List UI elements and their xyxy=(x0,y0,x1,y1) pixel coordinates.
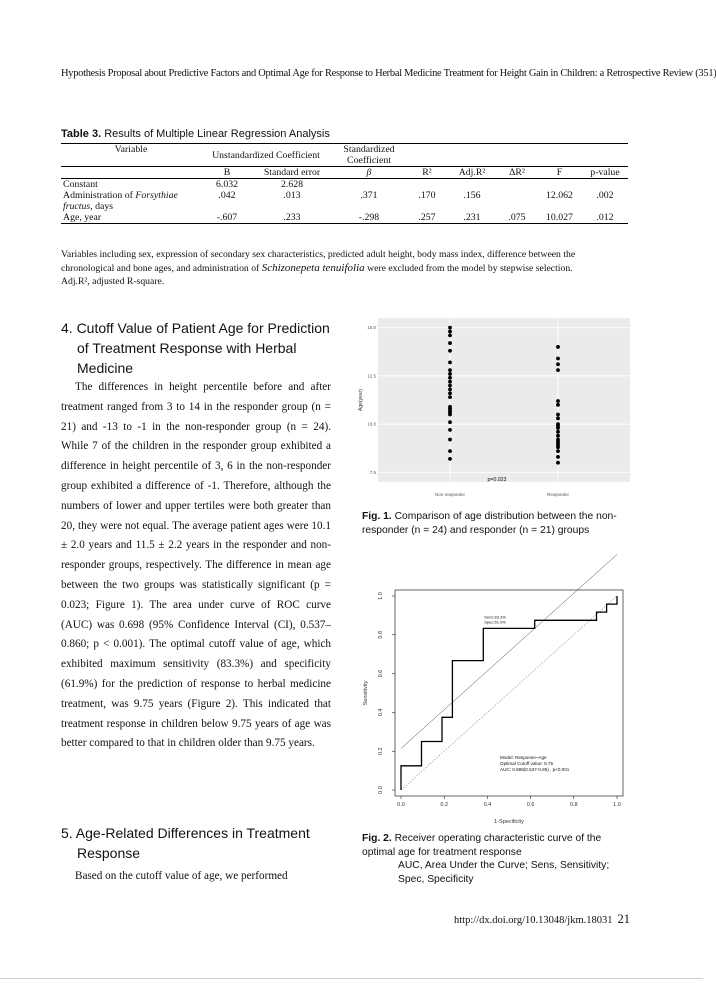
fig1-pvalue: p=0.023 xyxy=(487,477,507,483)
table-row xyxy=(61,190,628,212)
page-footer xyxy=(440,912,630,927)
fig1-data-point xyxy=(556,426,560,430)
section-5-heading-line1: 5. Age-Related Differences in Treatment xyxy=(61,825,310,841)
cell-se: 2.628 xyxy=(280,179,304,190)
fig1-label: Fig. 1. xyxy=(362,511,392,522)
fig2-legend-cutoff: Optimal Cutoff value: 9.75 xyxy=(500,761,554,766)
cell-r2: .170 xyxy=(418,190,436,201)
fig1-data-point xyxy=(556,430,560,434)
header-b: B xyxy=(223,167,231,178)
cell-dr2 xyxy=(497,190,537,212)
section-5-heading-line2: Response xyxy=(77,845,141,861)
fig1-data-point xyxy=(556,449,560,453)
table-footnote xyxy=(61,248,629,289)
regression-table xyxy=(61,143,628,224)
fig2-xtick-label: 0.8 xyxy=(569,802,578,808)
cell-f xyxy=(537,179,582,191)
fig1-data-point xyxy=(448,333,452,337)
cell-b: -.607 xyxy=(216,212,238,223)
fig2-legend-auc: AUC: 0.698(0.537-0.86) , p<0.001 xyxy=(500,767,570,772)
cell-b: .042 xyxy=(218,190,236,201)
running-head xyxy=(61,68,716,79)
bottom-divider xyxy=(0,978,703,979)
fig2-ylabel: Sensitivity xyxy=(363,680,369,706)
fig2-xtick-label: 0.2 xyxy=(440,802,449,808)
fig2-ytick-label: 0.2 xyxy=(378,747,384,756)
fig1-data-point xyxy=(448,387,452,391)
fig1-data-point xyxy=(448,420,452,424)
fig1-data-point xyxy=(448,372,452,376)
header-std-coef-1: Standardized xyxy=(343,144,395,155)
fig1-dotplot xyxy=(350,318,633,500)
cell-beta: -.298 xyxy=(358,212,380,223)
fig1-data-point xyxy=(448,341,452,345)
fig2-ytick-label: 0.4 xyxy=(378,708,384,717)
fig1-data-point xyxy=(556,434,560,438)
page-number: 21 xyxy=(617,912,630,926)
fig1-data-point xyxy=(448,457,452,461)
fig1-ytick-label: 12.5 xyxy=(367,373,376,379)
fig1-ytick-label: 7.5 xyxy=(369,469,376,475)
cell-variable: Constant xyxy=(63,179,98,190)
fig1-data-point xyxy=(448,368,452,372)
fig1-data-point xyxy=(448,449,452,453)
fig2-cutoff-tangent xyxy=(401,554,617,748)
header-delta-r2: ΔR² xyxy=(509,167,525,178)
fig1-data-point xyxy=(448,376,452,380)
cell-se: .013 xyxy=(283,190,301,201)
cell-se: .233 xyxy=(283,212,301,223)
fig1-data-point xyxy=(448,330,452,334)
running-head-page: (351) xyxy=(695,68,716,79)
fig2-spec-label: Spec:61.9% xyxy=(484,619,506,625)
section-4-heading-line1: 4. Cutoff Value of Patient Age for Prediction xyxy=(61,320,330,336)
header-unstd-coef: Unstandardized Coefficient xyxy=(212,149,320,161)
header-f: F xyxy=(556,167,563,178)
fig1-data-point xyxy=(556,362,560,366)
fig1-caption xyxy=(362,510,632,537)
fig1-data-point xyxy=(556,455,560,459)
fig2-caption xyxy=(362,832,632,886)
fig2-legend-model: Model: Response~Age xyxy=(500,755,547,760)
fig1-data-point xyxy=(556,345,560,349)
fig1-category-label: Non-responder xyxy=(434,492,466,497)
table-note-abbrev: Adj.R², adjusted R-square. xyxy=(61,276,165,287)
fig1-data-point xyxy=(556,357,560,361)
cell-dr2 xyxy=(497,179,537,191)
cell-variable: Age, year xyxy=(63,212,102,223)
fig1-data-point xyxy=(448,413,452,417)
cell-variable-unit: , days xyxy=(90,201,114,212)
cell-adjr2 xyxy=(447,179,497,191)
table-caption xyxy=(61,128,330,140)
header-r2: R² xyxy=(422,167,432,178)
fig1-data-point xyxy=(556,368,560,372)
fig2-caption-text: Receiver operating characteristic curve of the optimal age for treatment response xyxy=(362,833,602,858)
fig2-roc-chart xyxy=(356,582,633,825)
fig1-data-point xyxy=(556,445,560,449)
header-std-coef-2: Coefficient xyxy=(347,155,391,166)
fig2-xtick-label: 0.0 xyxy=(397,802,405,808)
fig1-ytick-label: 10.0 xyxy=(367,421,376,427)
cell-p: .002 xyxy=(596,190,614,201)
cell-variable-italic: Forsythiae fructus xyxy=(63,190,178,212)
table-label: Table 3. xyxy=(61,128,102,140)
fig1-ylabel: Age(year) xyxy=(358,389,364,411)
fig1-data-point xyxy=(556,399,560,403)
section-4-heading-line3: Medicine xyxy=(77,360,134,376)
cell-p: .012 xyxy=(596,212,614,223)
table-row xyxy=(61,179,628,191)
fig1-data-point xyxy=(448,326,452,330)
header-beta: β xyxy=(366,167,372,178)
fig2-xtick-label: 0.6 xyxy=(526,802,535,808)
cell-r2: .257 xyxy=(418,212,436,223)
fig2-ytick-label: 0.0 xyxy=(378,786,384,794)
cell-p xyxy=(582,179,628,191)
fig2-ytick-label: 0.6 xyxy=(378,669,384,678)
fig2-ytick-label: 0.8 xyxy=(378,630,384,639)
fig1-data-point xyxy=(448,391,452,395)
cell-variable-text: Administration of xyxy=(63,190,133,201)
fig1-data-point xyxy=(448,395,452,399)
cell-f: 12.062 xyxy=(546,190,573,201)
section-4-heading-line2: of Treatment Response with Herbal xyxy=(77,340,297,356)
fig1-data-point xyxy=(448,360,452,364)
fig1-data-point xyxy=(448,380,452,384)
cell-variable xyxy=(61,190,201,212)
fig1-data-point xyxy=(556,461,560,465)
fig1-ytick-label: 15.0 xyxy=(367,325,376,331)
section-5-heading xyxy=(61,823,341,863)
fig2-xtick-label: 0.4 xyxy=(483,802,492,808)
fig1-category-label: Responder xyxy=(546,492,570,497)
fig1-caption-text: Comparison of age distribution between the non-responder (n = 24) and responder (n = 21) groups xyxy=(362,511,617,536)
section-5-paragraph: Based on the cutoff value of age, we performed xyxy=(75,870,288,882)
header-adjr2: Adj.R² xyxy=(458,167,486,178)
fig1-data-point xyxy=(448,438,452,442)
cell-r2 xyxy=(407,179,447,191)
fig1-data-point xyxy=(556,403,560,407)
table-row xyxy=(61,212,628,224)
fig2-sens-label: Sens:83.3% xyxy=(484,614,506,620)
fig1-data-point xyxy=(556,413,560,417)
cell-b: 6.032 xyxy=(215,179,239,190)
cell-dr2: .075 xyxy=(508,212,526,223)
header-se: Standard error xyxy=(263,167,321,178)
fig1-data-point xyxy=(448,349,452,353)
cell-adjr2: .231 xyxy=(463,212,481,223)
fig1-data-point xyxy=(556,416,560,420)
cell-beta xyxy=(331,179,407,191)
table-note-italic: Schizonepeta tenuifolia xyxy=(261,261,365,274)
fig2-caption-abbrev: AUC, Area Under the Curve; Sens, Sensitivity; Spec, Specificity xyxy=(398,860,610,885)
running-head-title: Hypothesis Proposal about Predictive Factors and Optimal Age for Response to Herbal Medicine Treatment for Height Gain in Children: a Retrospective Review xyxy=(61,68,693,79)
table-note-text-end: were excluded from the model by stepwise selection. xyxy=(364,262,573,274)
fig1-data-point xyxy=(448,384,452,388)
header-p: p-value xyxy=(590,167,620,178)
table-note-text: Variables including sex, expression of secondary sex characteristics, predicted adult height, body mass index, difference between the chronological and bone ages, and administration of xyxy=(61,249,576,274)
fig2-xlabel: 1-Specificity xyxy=(494,819,524,825)
footer-doi: http://dx.doi.org/10.13048/jkm.18031 xyxy=(454,915,613,926)
table-title: Results of Multiple Linear Regression Analysis xyxy=(104,128,330,140)
cell-f: 10.027 xyxy=(546,212,573,223)
header-variable: Variable xyxy=(114,144,148,155)
fig2-label: Fig. 2. xyxy=(362,833,392,844)
section-4-heading xyxy=(61,318,341,378)
fig1-data-point xyxy=(448,428,452,432)
fig2-ytick-label: 1.0 xyxy=(378,592,384,600)
fig1-panel xyxy=(378,318,630,482)
section-4-body xyxy=(61,378,331,754)
section-4-paragraph: The differences in height percentile before and after treatment ranged from 3 to 14 in the responder group (n = 21) and -13 to -1 in the non-responder group (n = 24). While 7 of the children in the responder group exhibited a difference in height percentile of 3, 6 in the non-responder group exhibited a difference of -1. Therefore, although the numbers of lower and upper tertiles were both greater than 20, they were not equal. The average patient ages were 10.1 ± 2.0 years and 11.5 ± 2.2 years in the responder and non-responder groups, respectively. The difference in mean age between the two groups was statistically significant (p = 0.023; Figure 1). The area under curve of ROC curve (AUC) was 0.698 (95% Confidence Interval (CI), 0.537–0.860; p < 0.001). The optimal cutoff value of age, which exhibited maximum sensitivity (83.3%) and specificity (61.9%) for the prediction of response to herbal medicine treatment, was 9.75 years (Figure 2). This indicated that treatment response in children below 9.75 years of age was better compared to that in children older than 9.75 years. xyxy=(61,381,331,750)
cell-adjr2: .156 xyxy=(463,190,481,201)
fig2-xtick-label: 1.0 xyxy=(613,802,621,808)
cell-beta: .371 xyxy=(360,190,378,201)
